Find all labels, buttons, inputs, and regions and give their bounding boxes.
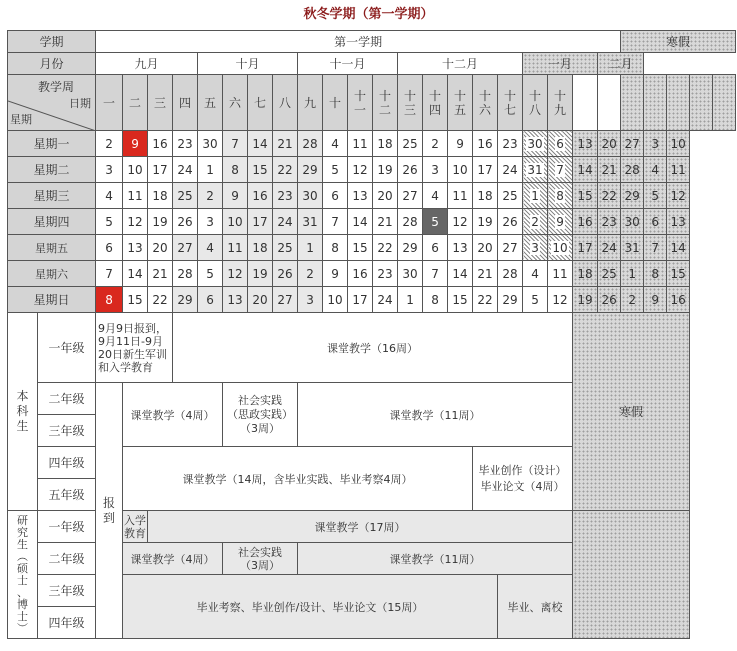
report-label: 报 到 (96, 383, 123, 639)
label-teaching-week: 教学周 (38, 80, 75, 94)
winter-break-undergrad: 寒假 (573, 313, 690, 511)
date-cell: 17 (248, 209, 273, 235)
date-cell: 14 (448, 261, 473, 287)
date-cell: 19 (248, 261, 273, 287)
winter-week (644, 75, 667, 131)
date-cell: 16 (148, 131, 173, 157)
date-cell: 13 (123, 235, 148, 261)
month-header: 二月 (598, 53, 644, 75)
date-cell: 13 (448, 235, 473, 261)
date-cell: 26 (273, 261, 298, 287)
date-cell: 6 (548, 131, 573, 157)
date-cell: 30 (621, 209, 644, 235)
undergrad-label: 本 科 生 (8, 313, 38, 511)
date-cell: 7 (96, 261, 123, 287)
date-cell: 10 (323, 287, 348, 313)
date-cell: 6 (198, 287, 223, 313)
teaching-week-13: 十 三 (398, 75, 423, 131)
grade-label: 四年级 (38, 447, 96, 479)
date-cell: 15 (348, 235, 373, 261)
grad34-graduation-leave: 毕业、离校 (498, 575, 573, 639)
winter-break-graduate (573, 511, 690, 639)
date-cell: 6 (644, 209, 667, 235)
date-cell: 10 (448, 157, 473, 183)
date-cell: 8 (644, 261, 667, 287)
date-cell: 22 (473, 287, 498, 313)
date-cell: 27 (621, 131, 644, 157)
date-cell: 29 (621, 183, 644, 209)
teaching-week-4: 四 (173, 75, 198, 131)
registration-note: 9月9日报到，9月11日-9月20日新生军训和入学教育 (96, 313, 173, 383)
date-cell: 25 (173, 183, 198, 209)
weekday-5: 星期五 (8, 235, 96, 261)
date-cell: 13 (573, 131, 598, 157)
date-cell: 30 (523, 131, 548, 157)
date-cell: 12 (448, 209, 473, 235)
winter-break-header: 寒假 (621, 31, 736, 53)
date-cell: 6 (323, 183, 348, 209)
date-cell: 4 (523, 261, 548, 287)
weekday-1: 星期一 (8, 131, 96, 157)
grade-label: 五年级 (38, 479, 96, 511)
date-cell: 29 (173, 287, 198, 313)
date-cell: 24 (173, 157, 198, 183)
grade23-classes-part2: 课堂教学（11周） (298, 383, 573, 447)
date-cell: 21 (473, 261, 498, 287)
date-cell: 16 (473, 131, 498, 157)
label-week-date-weekday (8, 75, 96, 131)
date-cell: 10 (123, 157, 148, 183)
date-cell: 30 (398, 261, 423, 287)
date-cell: 5 (96, 209, 123, 235)
date-cell: 11 (667, 157, 690, 183)
date-cell: 20 (248, 287, 273, 313)
teaching-week-7: 七 (248, 75, 273, 131)
date-cell: 7 (323, 209, 348, 235)
teaching-week-8: 八 (273, 75, 298, 131)
date-cell: 24 (373, 287, 398, 313)
date-cell: 25 (498, 183, 523, 209)
teaching-week-10: 十 (323, 75, 348, 131)
grad1-classes: 课堂教学（17周） (148, 511, 573, 543)
date-cell: 24 (598, 235, 621, 261)
week-empty (598, 75, 621, 131)
date-cell: 10 (667, 131, 690, 157)
grad34-graduation-study: 毕业考察、毕业创作/设计、毕业论文（15周） (123, 575, 498, 639)
date-cell: 18 (248, 235, 273, 261)
date-cell: 26 (598, 287, 621, 313)
date-cell: 24 (498, 157, 523, 183)
date-cell: 21 (373, 209, 398, 235)
date-cell: 22 (148, 287, 173, 313)
date-cell: 30 (198, 131, 223, 157)
date-cell: 7 (223, 131, 248, 157)
date-cell: 5 (323, 157, 348, 183)
teaching-week-12: 十 二 (373, 75, 398, 131)
grade23-classes-part1: 课堂教学（4周） (123, 383, 223, 447)
date-cell: 12 (348, 157, 373, 183)
semester-1-header: 第一学期 (96, 31, 621, 53)
date-cell: 1 (398, 287, 423, 313)
date-cell: 18 (473, 183, 498, 209)
date-cell: 9 (323, 261, 348, 287)
grad-enrollment-education: 入学 教育 (123, 511, 148, 543)
month-header: 十月 (198, 53, 298, 75)
date-cell: 9 (123, 131, 148, 157)
date-cell: 10 (223, 209, 248, 235)
date-cell: 10 (548, 235, 573, 261)
date-cell: 20 (598, 131, 621, 157)
date-cell: 16 (348, 261, 373, 287)
label-date: 日期 (69, 97, 92, 110)
date-cell: 4 (323, 131, 348, 157)
date-cell: 2 (621, 287, 644, 313)
teaching-week-16: 十 六 (473, 75, 498, 131)
date-cell: 3 (523, 235, 548, 261)
date-cell: 11 (448, 183, 473, 209)
date-cell: 31 (298, 209, 323, 235)
date-cell: 7 (644, 235, 667, 261)
date-cell: 6 (423, 235, 448, 261)
winter-week (621, 75, 644, 131)
month-header: 十一月 (298, 53, 398, 75)
date-cell: 21 (273, 131, 298, 157)
date-cell: 21 (148, 261, 173, 287)
date-cell: 27 (273, 287, 298, 313)
grade23-social-practice: 社会实践 （思政实践） （3周） (223, 383, 298, 447)
date-cell: 11 (123, 183, 148, 209)
date-cell: 28 (498, 261, 523, 287)
date-cell: 28 (173, 261, 198, 287)
date-cell: 14 (573, 157, 598, 183)
date-cell: 2 (423, 131, 448, 157)
date-cell: 12 (123, 209, 148, 235)
date-cell: 19 (373, 157, 398, 183)
date-cell: 25 (398, 131, 423, 157)
academic-calendar-table (7, 30, 736, 639)
date-cell: 29 (498, 287, 523, 313)
date-cell: 16 (667, 287, 690, 313)
grade-label: 二年级 (38, 543, 96, 575)
date-cell: 8 (548, 183, 573, 209)
date-cell: 20 (473, 235, 498, 261)
grade-label: 一年级 (38, 313, 96, 383)
date-cell: 1 (621, 261, 644, 287)
date-cell: 23 (273, 183, 298, 209)
date-cell: 18 (373, 131, 398, 157)
date-cell: 23 (498, 131, 523, 157)
weekday-6: 星期六 (8, 261, 96, 287)
date-cell: 27 (498, 235, 523, 261)
date-cell: 19 (473, 209, 498, 235)
date-cell: 7 (423, 261, 448, 287)
date-cell: 25 (273, 235, 298, 261)
date-cell: 4 (423, 183, 448, 209)
date-cell: 17 (473, 157, 498, 183)
date-cell: 8 (423, 287, 448, 313)
date-cell: 9 (644, 287, 667, 313)
grade-label: 三年级 (38, 415, 96, 447)
date-cell: 14 (248, 131, 273, 157)
date-cell: 29 (298, 157, 323, 183)
date-cell: 22 (273, 157, 298, 183)
date-cell: 3 (96, 157, 123, 183)
date-cell: 20 (373, 183, 398, 209)
date-cell: 23 (598, 209, 621, 235)
date-cell: 21 (598, 157, 621, 183)
date-cell: 14 (123, 261, 148, 287)
teaching-week-19: 十 九 (548, 75, 573, 131)
date-cell: 22 (373, 235, 398, 261)
date-cell: 5 (423, 209, 448, 235)
date-cell: 7 (548, 157, 573, 183)
date-cell: 19 (573, 287, 598, 313)
grade-label: 三年级 (38, 575, 96, 607)
date-cell: 11 (223, 235, 248, 261)
date-cell: 4 (96, 183, 123, 209)
date-cell: 12 (223, 261, 248, 287)
date-cell: 15 (248, 157, 273, 183)
teaching-week-11: 十 一 (348, 75, 373, 131)
date-cell: 31 (523, 157, 548, 183)
date-cell: 9 (223, 183, 248, 209)
teaching-week-14: 十 四 (423, 75, 448, 131)
grade1-classes: 课堂教学（16周） (173, 313, 573, 383)
date-cell: 14 (348, 209, 373, 235)
date-cell: 15 (573, 183, 598, 209)
date-cell: 15 (448, 287, 473, 313)
month-header: 十二月 (398, 53, 523, 75)
weekday-7: 星期日 (8, 287, 96, 313)
weekday-2: 星期二 (8, 157, 96, 183)
grade45-thesis: 毕业创作（设计） 毕业论文（4周） (473, 447, 573, 511)
winter-week (690, 75, 713, 131)
teaching-week-17: 十 七 (498, 75, 523, 131)
teaching-week-18: 十 八 (523, 75, 548, 131)
date-cell: 18 (573, 261, 598, 287)
date-cell: 3 (198, 209, 223, 235)
date-cell: 4 (198, 235, 223, 261)
date-cell: 30 (298, 183, 323, 209)
date-cell: 27 (398, 183, 423, 209)
date-cell: 20 (148, 235, 173, 261)
date-cell: 12 (548, 287, 573, 313)
date-cell: 27 (173, 235, 198, 261)
weekday-4: 星期四 (8, 209, 96, 235)
grad2-social-practice: 社会实践 （3周） (223, 543, 298, 575)
date-cell: 17 (348, 287, 373, 313)
date-cell: 3 (298, 287, 323, 313)
date-cell: 13 (348, 183, 373, 209)
date-cell: 8 (323, 235, 348, 261)
date-cell: 5 (644, 183, 667, 209)
date-cell: 15 (123, 287, 148, 313)
date-cell: 28 (621, 157, 644, 183)
date-cell: 14 (667, 235, 690, 261)
date-cell: 4 (644, 157, 667, 183)
date-cell: 15 (667, 261, 690, 287)
date-cell: 1 (198, 157, 223, 183)
date-cell: 23 (173, 131, 198, 157)
date-cell: 31 (621, 235, 644, 261)
grade-label: 一年级 (38, 511, 96, 543)
date-cell: 5 (523, 287, 548, 313)
date-cell: 8 (223, 157, 248, 183)
date-cell: 28 (398, 209, 423, 235)
date-cell: 26 (398, 157, 423, 183)
date-cell: 5 (198, 261, 223, 287)
month-header: 一月 (523, 53, 598, 75)
date-cell: 2 (523, 209, 548, 235)
date-cell: 22 (598, 183, 621, 209)
date-cell: 8 (96, 287, 123, 313)
winter-week (667, 75, 690, 131)
graduate-label: 研 究 生 ︵ 硕 士 、 博 士 ︶ (8, 511, 38, 639)
date-cell: 28 (298, 131, 323, 157)
date-cell: 17 (148, 157, 173, 183)
teaching-week-9: 九 (298, 75, 323, 131)
date-cell: 16 (573, 209, 598, 235)
date-cell: 3 (423, 157, 448, 183)
label-semester: 学期 (8, 31, 96, 53)
grad2-classes-part1: 课堂教学（4周） (123, 543, 223, 575)
date-cell: 1 (523, 183, 548, 209)
date-cell: 18 (148, 183, 173, 209)
date-cell: 11 (548, 261, 573, 287)
teaching-week-6: 六 (223, 75, 248, 131)
teaching-week-3: 三 (148, 75, 173, 131)
date-cell: 26 (173, 209, 198, 235)
date-cell: 26 (498, 209, 523, 235)
teaching-week-15: 十 五 (448, 75, 473, 131)
date-cell: 1 (298, 235, 323, 261)
date-cell: 2 (198, 183, 223, 209)
date-cell: 13 (667, 209, 690, 235)
date-cell: 17 (573, 235, 598, 261)
date-cell: 2 (96, 131, 123, 157)
grade45-classes: 课堂教学（14周，含毕业实践、毕业考察4周） (123, 447, 473, 511)
date-cell: 24 (273, 209, 298, 235)
date-cell: 11 (348, 131, 373, 157)
teaching-week-5: 五 (198, 75, 223, 131)
grad2-classes-part2: 课堂教学（11周） (298, 543, 573, 575)
date-cell: 19 (148, 209, 173, 235)
date-cell: 2 (298, 261, 323, 287)
weekday-3: 星期三 (8, 183, 96, 209)
page-title: 秋冬学期（第一学期） (303, 7, 434, 22)
date-cell: 13 (223, 287, 248, 313)
date-cell: 6 (96, 235, 123, 261)
month-header: 九月 (96, 53, 198, 75)
date-cell: 3 (644, 131, 667, 157)
grade-label: 二年级 (38, 383, 96, 415)
teaching-week-1: 一 (96, 75, 123, 131)
label-month: 月份 (8, 53, 96, 75)
teaching-week-2: 二 (123, 75, 148, 131)
winter-week (713, 75, 736, 131)
date-cell: 9 (448, 131, 473, 157)
date-cell: 29 (398, 235, 423, 261)
date-cell: 25 (598, 261, 621, 287)
date-cell: 9 (548, 209, 573, 235)
date-cell: 23 (373, 261, 398, 287)
date-cell: 12 (667, 183, 690, 209)
label-weekday: 星期 (10, 113, 32, 126)
week-empty (573, 75, 598, 131)
grade-label: 四年级 (38, 607, 96, 639)
date-cell: 16 (248, 183, 273, 209)
